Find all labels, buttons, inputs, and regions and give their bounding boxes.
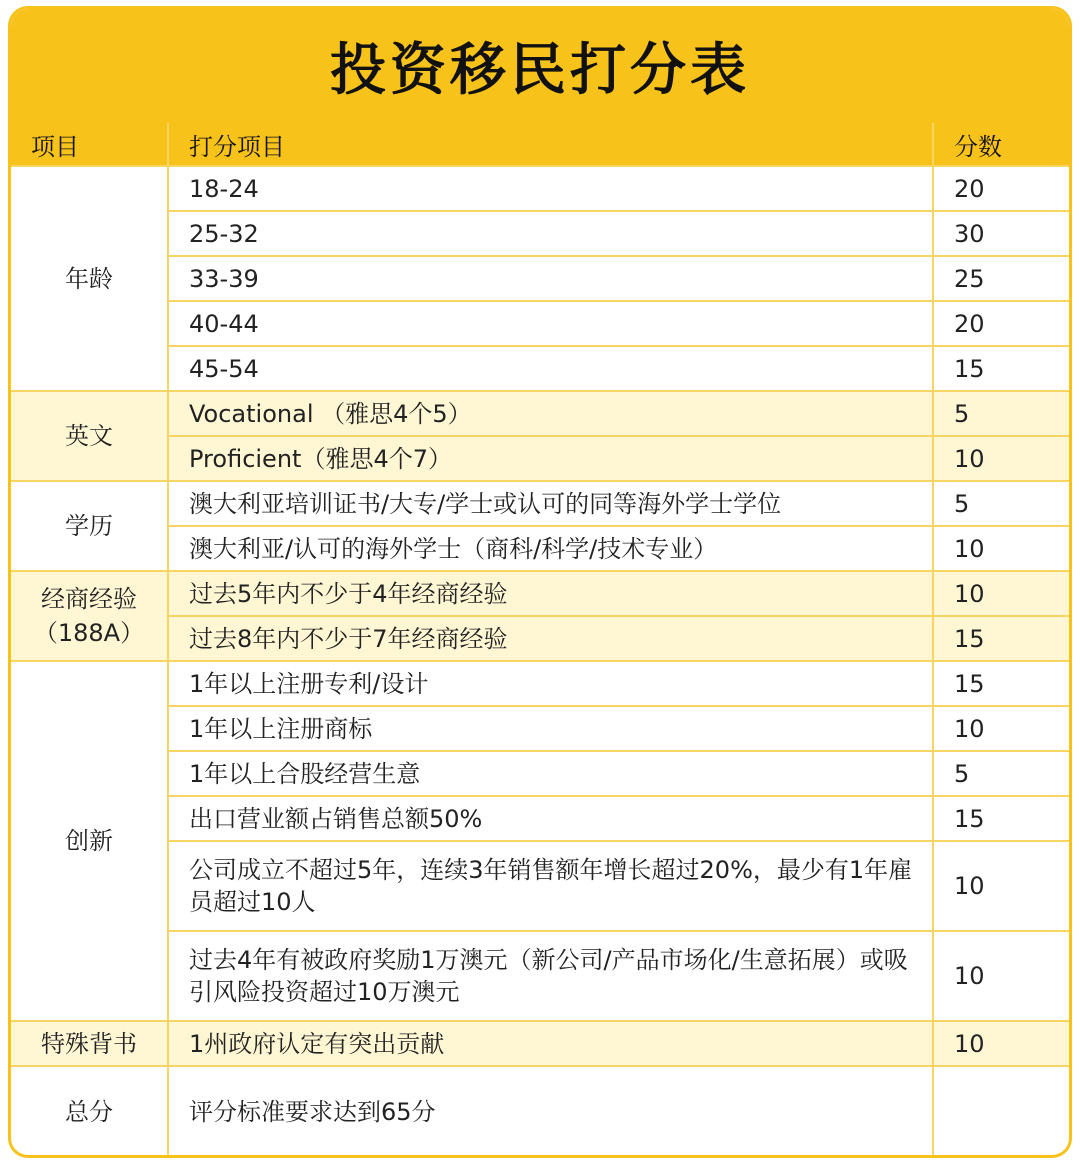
score-cell [933, 1066, 1069, 1158]
score-cell: 15 [933, 346, 1069, 391]
table-row [11, 346, 1069, 391]
item-cell: 澳大利亚培训证书/大专/学士或认可的同等海外学士学位 [168, 481, 933, 526]
header-row [11, 123, 1069, 166]
category-cell: 创新 [11, 661, 168, 1021]
score-cell: 10 [933, 841, 1069, 931]
table-row [11, 841, 1069, 931]
header-category: 项目 [11, 123, 168, 166]
item-cell: 18-24 [168, 166, 933, 211]
score-cell: 5 [933, 391, 1069, 436]
item-cell: Proficient（雅思4个7） [168, 436, 933, 481]
table-row [11, 211, 1069, 256]
score-table [11, 123, 1069, 1158]
table-row [11, 751, 1069, 796]
table-row [11, 301, 1069, 346]
table-row [11, 661, 1069, 706]
item-cell: 1州政府认定有突出贡献 [168, 1021, 933, 1066]
title-bar [11, 9, 1069, 123]
table-row [11, 706, 1069, 751]
item-cell: 33-39 [168, 256, 933, 301]
category-cell: 学历 [11, 481, 168, 571]
score-cell: 20 [933, 166, 1069, 211]
score-cell: 10 [933, 931, 1069, 1021]
table-row [11, 166, 1069, 211]
table-row [11, 796, 1069, 841]
item-cell: 澳大利亚/认可的海外学士（商科/科学/技术专业） [168, 526, 933, 571]
table-body [11, 166, 1069, 1158]
table-row [11, 526, 1069, 571]
score-cell: 10 [933, 1021, 1069, 1066]
table-row [11, 1066, 1069, 1158]
table-row [11, 436, 1069, 481]
item-cell: 1年以上合股经营生意 [168, 751, 933, 796]
score-cell: 15 [933, 661, 1069, 706]
item-cell: 过去5年内不少于4年经商经验 [168, 571, 933, 616]
table-row [11, 256, 1069, 301]
score-cell: 5 [933, 751, 1069, 796]
item-cell: 过去8年内不少于7年经商经验 [168, 616, 933, 661]
table-row [11, 481, 1069, 526]
score-cell: 10 [933, 571, 1069, 616]
item-cell: 1年以上注册专利/设计 [168, 661, 933, 706]
item-cell: 出口营业额占销售总额50% [168, 796, 933, 841]
item-cell: 公司成立不超过5年，连续3年销售额年增长超过20%，最少有1年雇员超过10人 [168, 841, 933, 931]
score-cell: 30 [933, 211, 1069, 256]
score-cell: 5 [933, 481, 1069, 526]
table-row [11, 571, 1069, 616]
table-row [11, 616, 1069, 661]
item-cell: 1年以上注册商标 [168, 706, 933, 751]
item-cell: 40-44 [168, 301, 933, 346]
category-cell: 年龄 [11, 166, 168, 391]
table-row [11, 1021, 1069, 1066]
score-card [8, 6, 1072, 1158]
score-cell: 15 [933, 796, 1069, 841]
category-cell: 经商经验 （188A） [11, 571, 168, 661]
category-cell: 特殊背书 [11, 1021, 168, 1066]
table-row [11, 391, 1069, 436]
item-cell: 评分标准要求达到65分 [168, 1066, 933, 1158]
item-cell: 过去4年有被政府奖励1万澳元（新公司/产品市场化/生意拓展）或吸引风险投资超过10万澳元 [168, 931, 933, 1021]
score-cell: 10 [933, 436, 1069, 481]
score-cell: 10 [933, 526, 1069, 571]
header-item: 打分项目 [168, 123, 933, 166]
score-cell: 10 [933, 706, 1069, 751]
table-row [11, 931, 1069, 1021]
item-cell: 25-32 [168, 211, 933, 256]
header-score: 分数 [933, 123, 1069, 166]
item-cell: 45-54 [168, 346, 933, 391]
item-cell: Vocational （雅思4个5） [168, 391, 933, 436]
score-cell: 20 [933, 301, 1069, 346]
score-cell: 15 [933, 616, 1069, 661]
score-cell: 25 [933, 256, 1069, 301]
category-cell: 英文 [11, 391, 168, 481]
category-cell: 总分 [11, 1066, 168, 1158]
page-title: 投资移民打分表 [330, 38, 750, 103]
